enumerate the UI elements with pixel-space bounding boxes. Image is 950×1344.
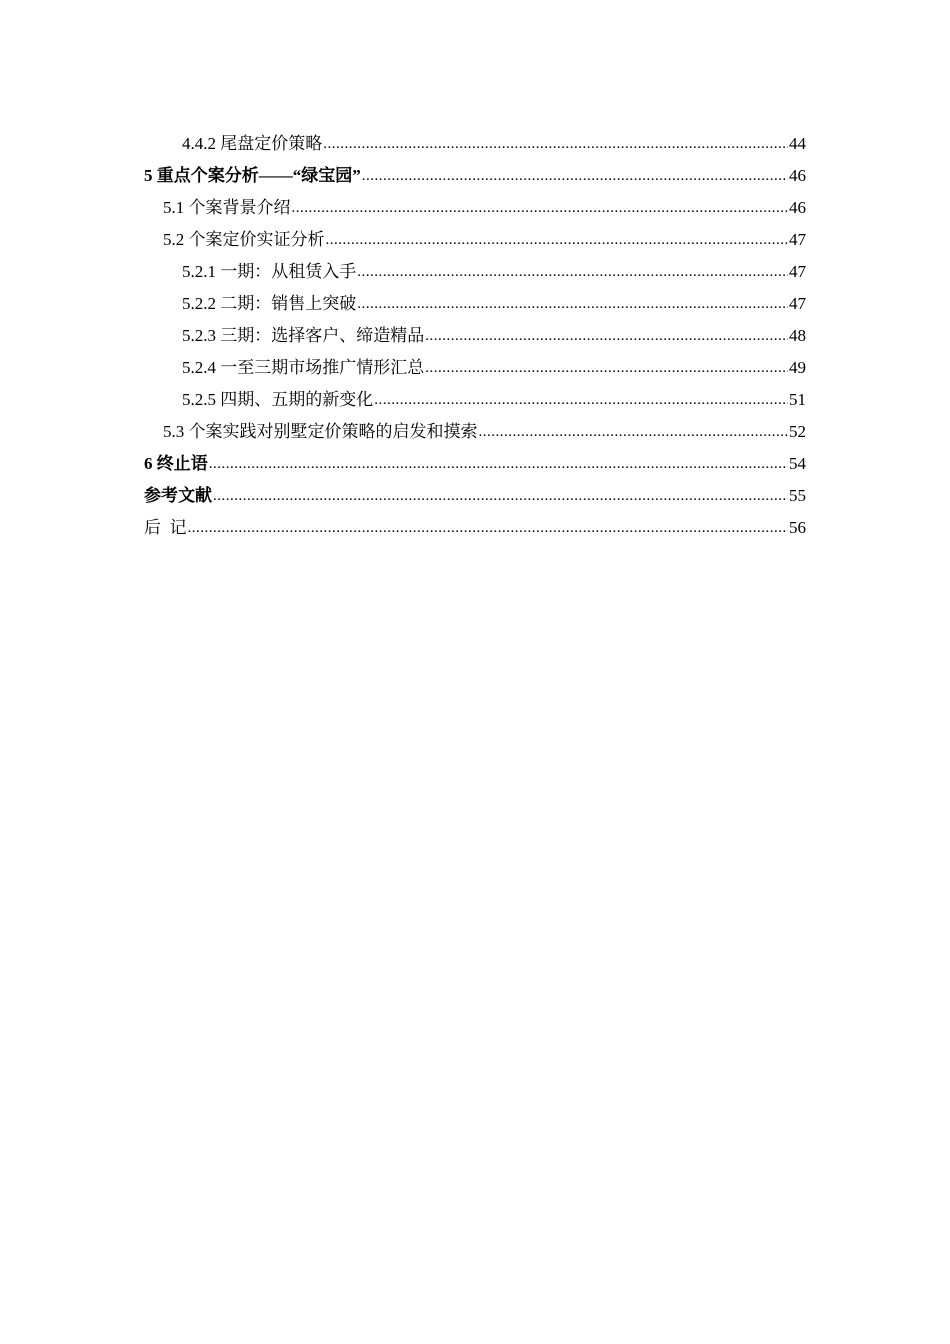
toc-dot-leader	[425, 319, 788, 352]
toc-entry-title: 5.3 个案实践对别墅定价策略的启发和摸索	[163, 422, 478, 441]
toc-dot-leader	[323, 127, 788, 160]
toc-entry-title: 5.1 个案背景介绍	[163, 198, 291, 217]
toc-entry-title: 后 记	[144, 518, 187, 537]
toc-entry[interactable]	[144, 320, 806, 352]
toc-dot-leader	[292, 191, 789, 224]
toc-dot-leader	[326, 223, 789, 256]
toc-entry[interactable]	[144, 480, 806, 512]
toc-entry-page: 48	[789, 326, 806, 345]
toc-entry[interactable]	[144, 160, 806, 192]
toc-dot-leader	[357, 255, 788, 288]
toc-entry-title: 5.2.1 一期：从租赁入手	[182, 262, 357, 281]
toc-entry[interactable]	[144, 192, 806, 224]
toc-entry-page: 47	[789, 230, 806, 249]
toc-dot-leader	[425, 351, 788, 384]
toc-entry[interactable]	[144, 128, 806, 160]
toc-entry[interactable]	[144, 224, 806, 256]
toc-entry[interactable]	[144, 384, 806, 416]
toc-entry[interactable]	[144, 416, 806, 448]
toc-entry[interactable]	[144, 352, 806, 384]
toc-dot-leader	[479, 415, 789, 448]
toc-entry-page: 46	[789, 166, 806, 185]
toc-dot-leader	[213, 479, 788, 512]
toc-entry-title: 5.2.4 一至三期市场推广情形汇总	[182, 358, 425, 377]
table-of-contents	[144, 128, 806, 544]
toc-entry-page: 47	[789, 294, 806, 313]
toc-dot-leader	[188, 511, 789, 544]
toc-dot-leader	[362, 159, 788, 192]
toc-dot-leader	[357, 287, 788, 320]
toc-entry-title: 6 终止语	[144, 454, 208, 473]
toc-entry[interactable]	[144, 512, 806, 544]
toc-entry-page: 52	[789, 422, 806, 441]
toc-entry-page: 51	[789, 390, 806, 409]
toc-entry-title: 5.2 个案定价实证分析	[163, 230, 325, 249]
toc-entry-title: 5 重点个案分析——“绿宝园”	[144, 166, 361, 185]
toc-entry-page: 56	[789, 518, 806, 537]
toc-entry[interactable]	[144, 448, 806, 480]
toc-entry-title: 5.2.2 二期：销售上突破	[182, 294, 357, 313]
toc-entry[interactable]	[144, 256, 806, 288]
toc-entry[interactable]	[144, 288, 806, 320]
toc-entry-page: 44	[789, 134, 806, 153]
toc-entry-page: 46	[789, 198, 806, 217]
toc-entry-page: 49	[789, 358, 806, 377]
toc-entry-page: 47	[789, 262, 806, 281]
toc-entry-page: 55	[789, 486, 806, 505]
toc-entry-title: 4.4.2 尾盘定价策略	[182, 134, 323, 153]
toc-entry-title: 5.2.3 三期：选择客户、缔造精品	[182, 326, 425, 345]
toc-entry-title: 5.2.5 四期、五期的新变化	[182, 390, 374, 409]
toc-dot-leader	[374, 383, 788, 416]
toc-entry-title: 参考文献	[144, 486, 212, 505]
toc-dot-leader	[209, 447, 788, 480]
toc-entry-page: 54	[789, 454, 806, 473]
